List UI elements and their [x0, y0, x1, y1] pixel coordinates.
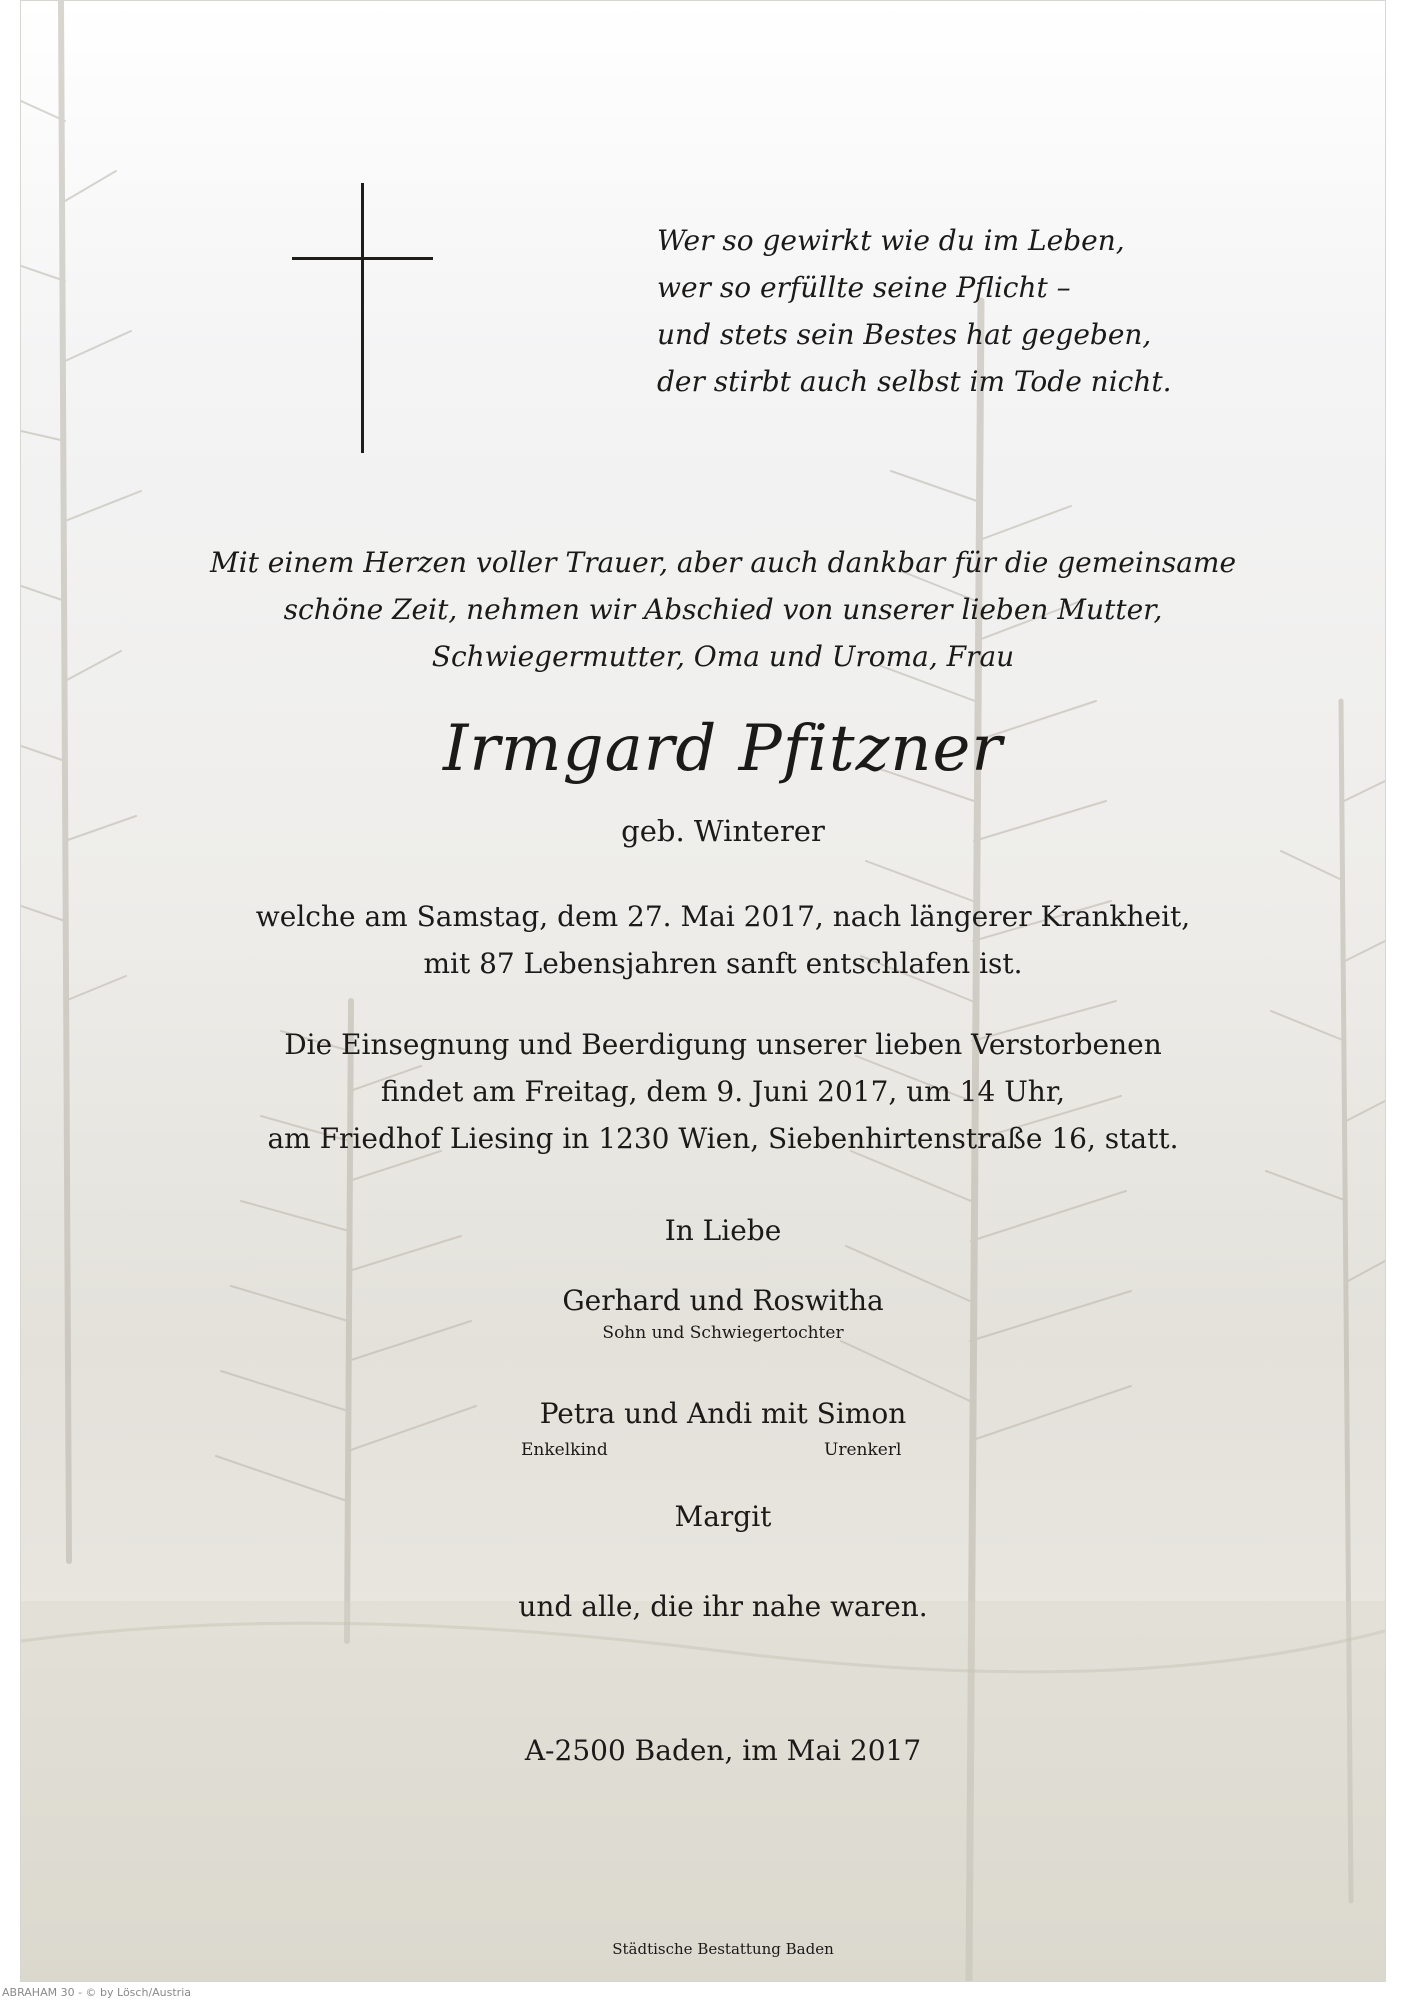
- closing-text: und alle, die ihr nahe waren.: [518, 1590, 928, 1623]
- memorial-poem: [657, 217, 1172, 405]
- maiden-name: geb. Winterer: [621, 814, 825, 848]
- deceased-name: Irmgard Pfitzner: [443, 712, 1003, 786]
- funeral-line: findet am Freitag, dem 9. Juni 2017, um 14 Uhr,: [380, 1075, 1066, 1108]
- death-line: mit 87 Lebensjahren sanft entschlafen ist.: [423, 947, 1023, 980]
- mourner-role: Enkelkind: [521, 1440, 608, 1460]
- mourner-role: Sohn und Schwiegertochter: [602, 1323, 844, 1343]
- obituary-sheet: [20, 0, 1386, 1982]
- poem-line: der stirbt auch selbst im Tode nicht.: [657, 365, 1172, 398]
- funeral-line: am Friedhof Liesing in 1230 Wien, Siebenhirtenstraße 16, statt.: [267, 1122, 1179, 1155]
- undertaker-name: Städtische Bestattung Baden: [612, 1940, 834, 1958]
- place-date: A-2500 Baden, im Mai 2017: [524, 1734, 922, 1767]
- intro-line: schöne Zeit, nehmen wir Abschied von unserer lieben Mutter,: [283, 593, 1163, 626]
- funeral-details: [21, 1021, 1386, 1162]
- regards-text: In Liebe: [664, 1214, 782, 1247]
- mourner-names: Gerhard und Roswitha: [562, 1284, 884, 1317]
- funeral-line: Die Einsegnung und Beerdigung unserer lieben Verstorbenen: [284, 1028, 1162, 1061]
- footer-credit: ABRAHAM 30 - © by Lösch/Austria: [2, 1986, 192, 1999]
- mourner-names: Margit: [674, 1500, 772, 1533]
- intro-text: [21, 539, 1386, 680]
- mourner-role: Urenkerl: [824, 1440, 902, 1460]
- mourner-names: Petra und Andi mit Simon: [539, 1397, 907, 1430]
- poem-line: Wer so gewirkt wie du im Leben,: [657, 224, 1125, 257]
- cross-symbol-horizontal: [292, 257, 433, 260]
- intro-line: Mit einem Herzen voller Trauer, aber auch dankbar für die gemeinsame: [209, 546, 1237, 579]
- cross-symbol-vertical: [361, 183, 364, 453]
- death-line: welche am Samstag, dem 27. Mai 2017, nach längerer Krankheit,: [255, 900, 1191, 933]
- intro-line: Schwiegermutter, Oma und Uroma, Frau: [431, 640, 1015, 673]
- poem-line: und stets sein Bestes hat gegeben,: [657, 318, 1152, 351]
- death-notice: [21, 893, 1386, 987]
- poem-line: wer so erfüllte seine Pflicht –: [657, 271, 1071, 304]
